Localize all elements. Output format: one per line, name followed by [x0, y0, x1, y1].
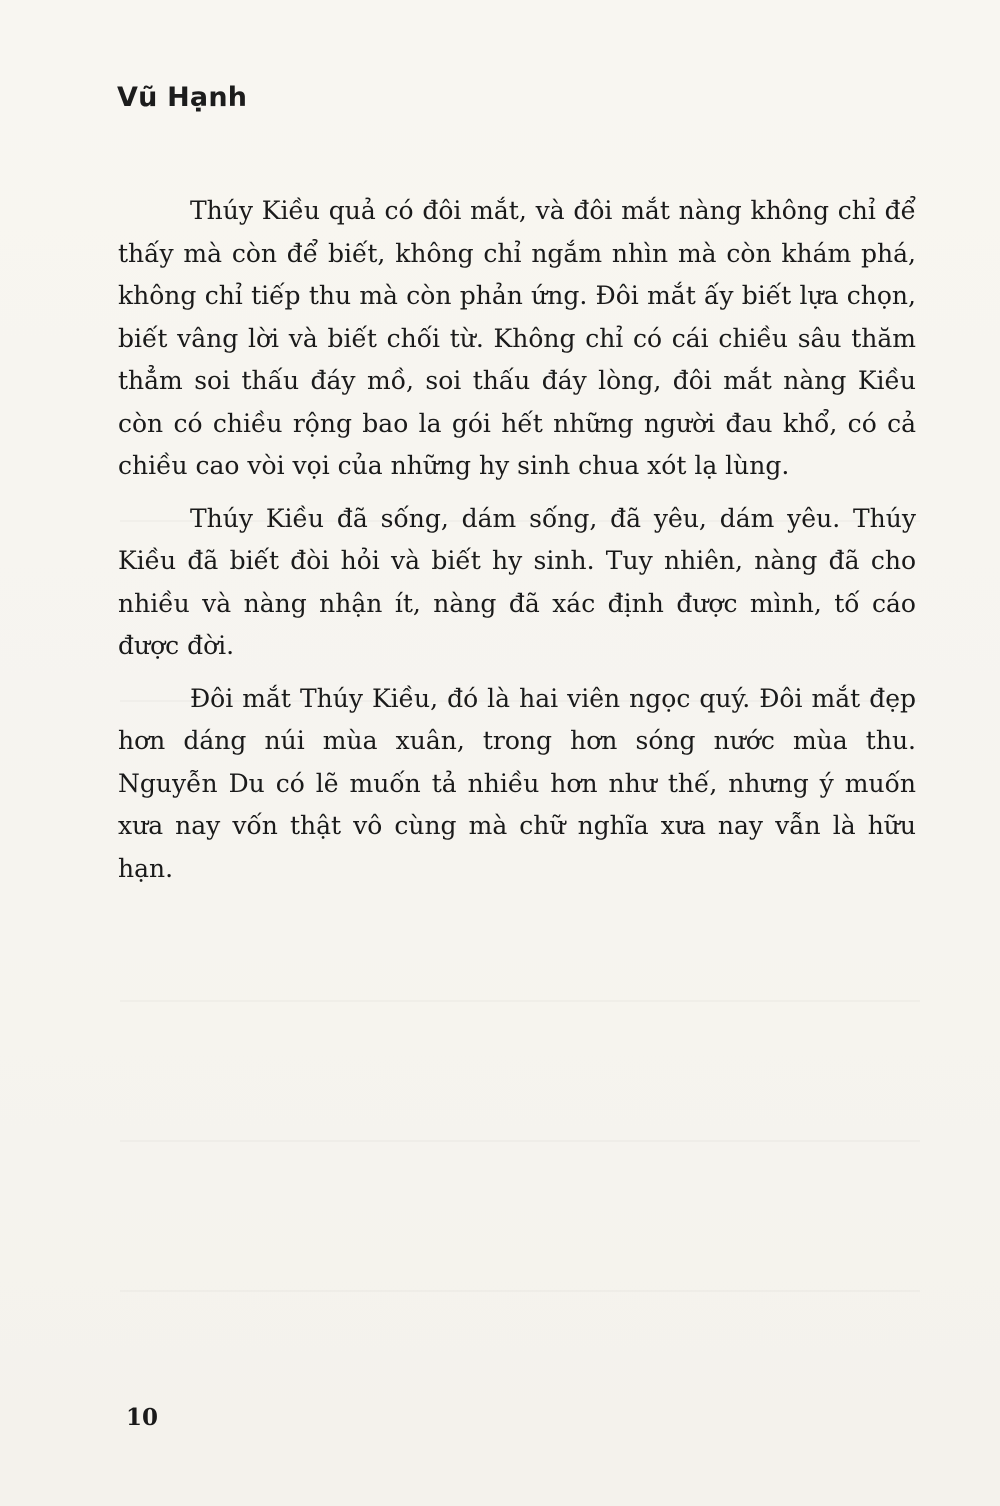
show-through-line — [120, 1000, 920, 1002]
page-body — [118, 190, 916, 900]
show-through-line — [120, 1140, 920, 1142]
show-through-line — [120, 1290, 920, 1292]
running-header-author: Vũ Hạnh — [117, 82, 248, 113]
paragraph: Đôi mắt Thúy Kiều, đó là hai viên ngọc quý. Đôi mắt đẹp hơn dáng núi mùa xuân, trong hơn sóng nước mùa thu. Nguyễn Du có lẽ muốn tả nhiều hơn như thế, nhưng ý muốn xưa nay vốn thật vô cùng mà chữ nghĩa xưa nay vẫn là hữu hạn. — [118, 683, 916, 883]
paragraph: Thúy Kiều đã sống, dám sống, đã yêu, dám yêu. Thúy Kiều đã biết đòi hỏi và biết hy sinh. Tuy nhiên, nàng đã cho nhiều và nàng nhận ít, nàng đã xác định được mình, tố cáo được đời. — [118, 503, 916, 660]
page-number: 10 — [126, 1404, 159, 1431]
paragraph: Thúy Kiều quả có đôi mắt, và đôi mắt nàng không chỉ để thấy mà còn để biết, không chỉ ngắm nhìn mà còn khám phá, không chỉ tiếp thu mà còn phản ứng. Đôi mắt ấy biết lựa chọn, biết vâng lời và biết chối từ. Không chỉ có cái chiều sâu thăm thẳm soi thấu đáy mồ, soi thấu đáy lòng, đôi mắt nàng Kiều còn có chiều rộng bao la gói hết những người đau khổ, có cả chiều cao vòi vọi của những hy sinh chua xót lạ lùng. — [118, 196, 916, 480]
